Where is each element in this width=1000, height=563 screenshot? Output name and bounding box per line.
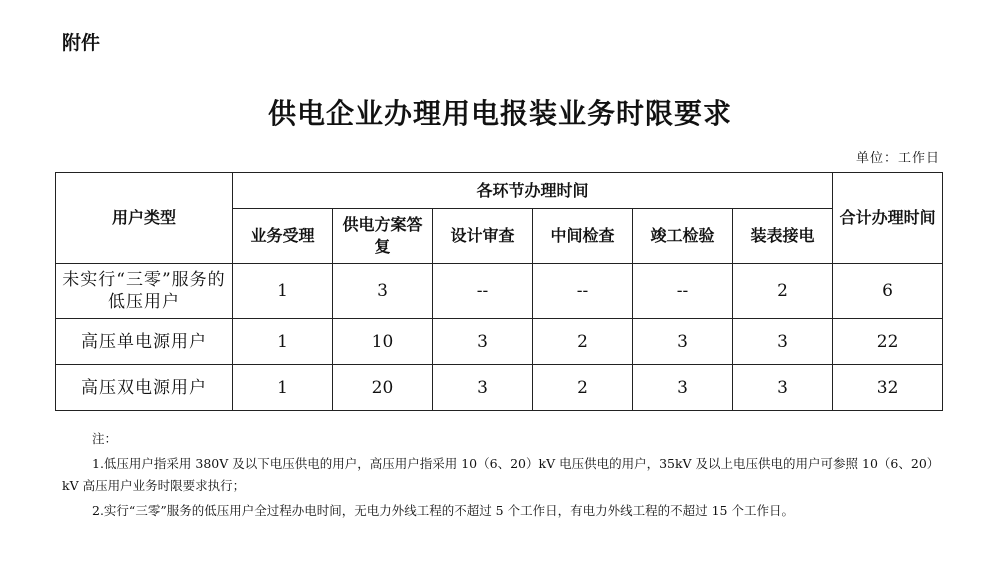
cell-value: 3	[733, 319, 833, 365]
cell-value: 20	[333, 365, 433, 411]
header-total-time: 合计办理时间	[833, 173, 943, 264]
cell-value: 1	[233, 365, 333, 411]
table-header-row	[56, 173, 943, 209]
header-stage-accept: 业务受理	[233, 209, 333, 264]
header-user-type: 用户类型	[56, 173, 233, 264]
header-stage-plan-reply: 供电方案答复	[333, 209, 433, 264]
header-stage-design-review: 设计审查	[433, 209, 533, 264]
attachment-label: 附件	[62, 32, 101, 54]
cell-value: 3	[333, 264, 433, 319]
cell-value: --	[533, 264, 633, 319]
notes-section	[62, 428, 942, 525]
row-user-type: 高压双电源用户	[56, 365, 233, 411]
table-row	[56, 319, 943, 365]
cell-value: --	[633, 264, 733, 319]
cell-value: --	[433, 264, 533, 319]
row-user-type: 未实行“三零”服务的低压用户	[56, 264, 233, 319]
cell-value: 2	[533, 319, 633, 365]
document-title: 供电企业办理用电报装业务时限要求	[267, 97, 732, 130]
cell-value: 3	[633, 365, 733, 411]
cell-total: 6	[833, 264, 943, 319]
unit-label: 单位：工作日	[855, 151, 940, 166]
header-stage-mid-inspection: 中间检查	[533, 209, 633, 264]
cell-total: 32	[833, 365, 943, 411]
cell-total: 22	[833, 319, 943, 365]
notes-heading: 注：	[92, 431, 118, 446]
note-item-2: 2.实行“三零”服务的低压用户全过程办电时间，无电力外线工程的不超过 5 个工作日，有电力外线工程的不超过 15 个工作日。	[92, 503, 794, 518]
cell-value: 3	[733, 365, 833, 411]
header-stage-group: 各环节办理时间	[233, 173, 833, 209]
note-item-1: 1.低压用户指采用 380V 及以下电压供电的用户，高压用户指采用 10（6、20）kV 电压供电的用户，35kV 及以上电压供电的用户可参照 10（6、20）kV 高压用户业务时限要求执行；	[62, 456, 940, 493]
cell-value: 3	[433, 319, 533, 365]
cell-value: 3	[433, 365, 533, 411]
header-stage-completion-check: 竣工检验	[633, 209, 733, 264]
cell-value: 10	[333, 319, 433, 365]
cell-value: 3	[633, 319, 733, 365]
cell-value: 2	[733, 264, 833, 319]
header-stage-meter-connect: 装表接电	[733, 209, 833, 264]
cell-value: 1	[233, 319, 333, 365]
cell-value: 1	[233, 264, 333, 319]
row-user-type: 高压单电源用户	[56, 319, 233, 365]
cell-value: 2	[533, 365, 633, 411]
time-limit-table	[55, 172, 943, 411]
table-row	[56, 365, 943, 411]
table-row	[56, 264, 943, 319]
